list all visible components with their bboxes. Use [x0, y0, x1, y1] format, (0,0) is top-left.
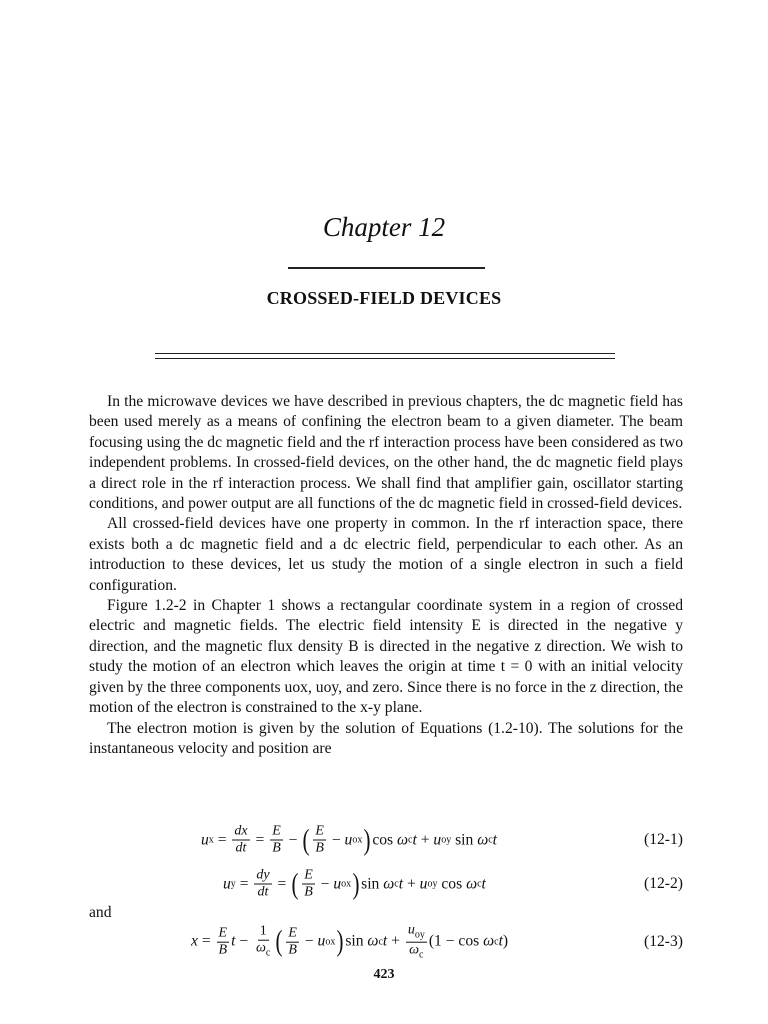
- paragraph: Figure 1.2-2 in Chapter 1 shows a rectangular coordinate system in a region of crossed electric and magnetic fields. The electric field intensity E is directed in the negative y direction, and the magnetic flux density B is directed in the negative z direction. We wish to study the motion of an electron which leaves the origin at time t = 0 with an initial velocity given by the three components uox, uoy, and zero. Since there is no force in the z direction, the motion of the electron is constrained to the x-y plane.: [89, 597, 683, 717]
- paragraph: All crossed-field devices have one property in common. In the rf interaction space, there exists both a dc magnetic field and a dc electric field, perpendicular to each other. As an introduction to these devices, let us study the motion of a single electron in such a field configuration.: [89, 515, 683, 594]
- equation-number: (12-1): [644, 831, 683, 848]
- body-text: [89, 392, 683, 759]
- paragraph: In the microwave devices we have described in previous chapters, the dc magnetic field has been used merely as a means of confining the electron beam to a given diameter. The beam focusing using the dc magnetic field and the rf interaction process have been considered as two independent problems. In crossed-field devices, on the other hand, the dc magnetic field plays a direct role in the rf interaction process. We shall find that amplifier gain, oscillator starting conditions, and power output are all functions of the dc magnetic field in crossed-field devices.: [89, 393, 683, 513]
- section-rule-top: [155, 353, 615, 354]
- paragraph: The electron motion is given by the solution of Equations (1.2-10). The solutions for the instantaneous velocity and position are: [89, 719, 683, 757]
- connector-text: and: [89, 904, 112, 921]
- title-rule: [288, 267, 485, 269]
- equation-12-3: [89, 922, 683, 962]
- equation-number: (12-2): [644, 875, 683, 892]
- chapter-label: Chapter 12: [322, 212, 446, 242]
- page-number: 423: [373, 967, 395, 982]
- equation-formula: x = $\frac{E}{B}$ t − $\frac{1}{\omega_c}$ ( $\frac{E}{B}$ − u ox ) sin ω c t + $\frac{u_{oy}}{\omega_c}$ (1 − cos ω c t ): [191, 922, 509, 961]
- equation-12-1: [89, 820, 683, 860]
- section-rule-bottom: [155, 358, 615, 359]
- equation-formula: u y = $\frac{dy}{dt}$ = ( $\frac{E}{B}$ − u ox ) sin ω c t + u oy cos ω c t: [223, 867, 486, 900]
- equation-number: (12-3): [644, 933, 683, 950]
- equation-12-2: [89, 864, 683, 904]
- equation-formula: u x = $\frac{dx}{dt}$ = $\frac{E}{B}$ − ( $\frac{E}{B}$ − u ox ) cos ω c t + u oy sin ω c t: [201, 823, 498, 856]
- chapter-title: CROSSED-FIELD DEVICES: [266, 288, 502, 308]
